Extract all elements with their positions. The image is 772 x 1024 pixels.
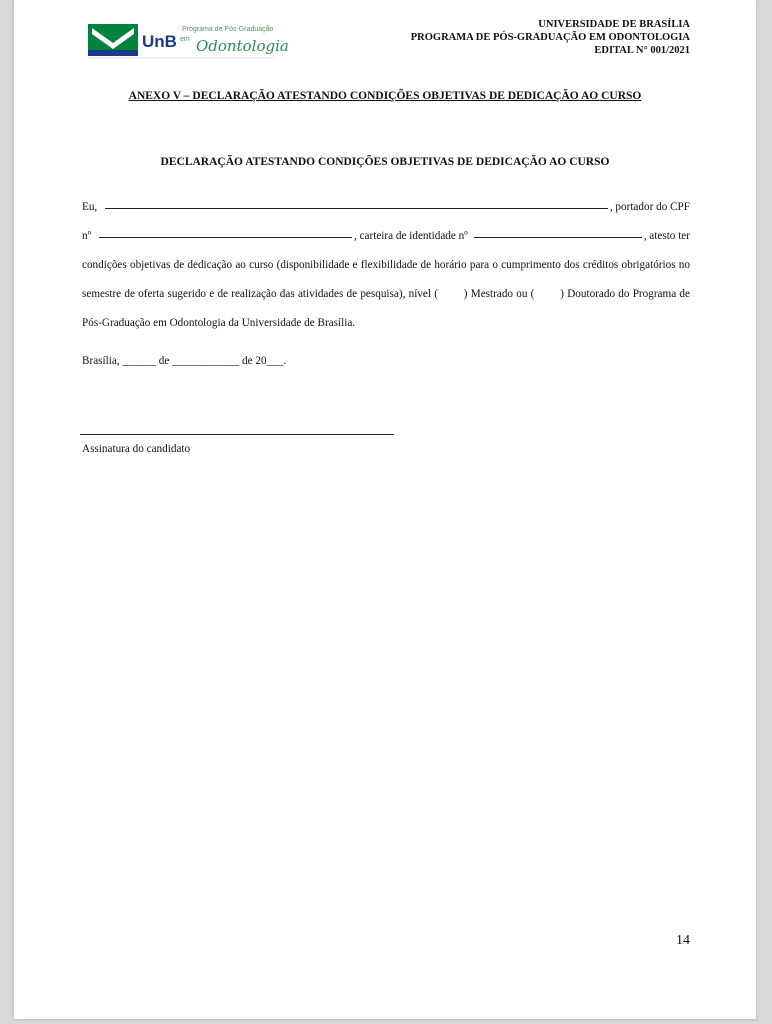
name-prefix: Eu,	[82, 201, 98, 213]
name-line	[82, 193, 690, 222]
edital-number: EDITAL N° 001/2021	[594, 45, 690, 56]
id-blank[interactable]	[474, 227, 642, 238]
logo-script-text: Odontologia	[196, 37, 289, 55]
logo-unb-text: UnB	[142, 32, 177, 51]
id-line	[82, 222, 690, 251]
signature-label: Assinatura do candidato	[82, 443, 191, 455]
signature-line[interactable]	[80, 434, 394, 435]
declaration-body	[82, 193, 693, 338]
date-line: Brasília, ______ de ____________ de 20___.	[82, 355, 287, 367]
id-label: , carteira de identidade nº	[353, 230, 468, 242]
program-name: PROGRAMA DE PÓS-GRADUAÇÃO EM ODONTOLOGIA	[410, 32, 690, 43]
cpf-prefix: nº	[82, 230, 92, 242]
document-page	[14, 0, 756, 1019]
cpf-blank[interactable]	[99, 227, 352, 238]
declaration-title: DECLARAÇÃO ATESTANDO CONDIÇÕES OBJETIVAS DE DEDICAÇÃO AO CURSO	[160, 156, 610, 168]
declaration-paragraph: condições objetivas de dedicação ao curso (disponibilidade e flexibilidade de horário para o cumprimento dos créditos obrigatórios no semestre de oferta sugerido e de realização das atividades de pesquisa), nível ( ) Mestrado ou ( ) Doutorado do Programa de Pós-Graduação em Odontologia da Universidade de Brasília.	[82, 259, 693, 329]
university-name: UNIVERSIDADE DE BRASÍLIA	[538, 19, 690, 30]
annex-title: ANEXO V – DECLARAÇÃO ATESTANDO CONDIÇÕES OBJETIVAS DE DEDICAÇÃO AO CURSO	[128, 90, 642, 102]
logo-program-text: Programa de Pós-Graduação	[182, 26, 274, 33]
unb-logo	[88, 20, 289, 60]
cpf-label: , portador do CPF	[609, 201, 690, 213]
institution-header	[411, 18, 690, 57]
logo-em-text: em	[180, 36, 190, 43]
name-blank[interactable]	[105, 198, 608, 209]
attest-label: , atesto ter	[643, 230, 690, 242]
page-number: 14	[676, 933, 690, 948]
